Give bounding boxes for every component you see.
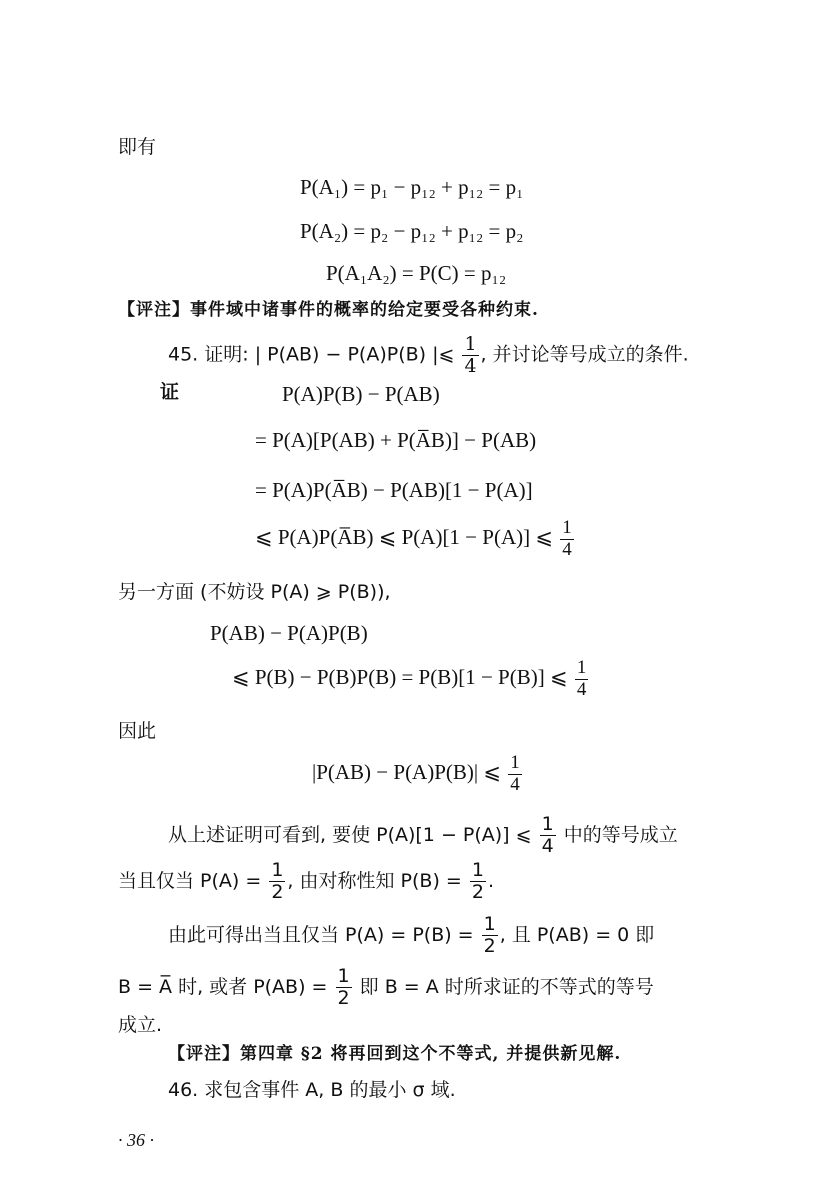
paragraph-3-b: , 且 P(AB) = 0 即: [499, 923, 655, 946]
proof-step-4: [255, 518, 576, 561]
fraction: [560, 518, 574, 561]
proof-label: 证: [160, 381, 180, 403]
paragraph-2-c: .: [487, 869, 494, 892]
fraction-numerator: 1: [541, 813, 554, 835]
proof-step-6-text: ⩽ P(B) − P(B)P(B) = P(B)[1 − P(B)] ⩽: [232, 665, 573, 690]
fraction: [269, 860, 285, 903]
fraction-denominator: 2: [271, 880, 284, 903]
fraction-numerator: 1: [337, 965, 350, 987]
fraction-numerator: 1: [271, 859, 284, 881]
paragraph-2-b: , 由对称性知 P(B) =: [287, 869, 468, 892]
paragraph-1-a: 从上述证明可看到, 要使 P(A)[1 − P(A)] ⩽: [168, 823, 538, 846]
equation-1: P(A₁) = p₁ − p₁₂ + p₁₂ = p₁: [300, 175, 524, 199]
proof-step-1: P(A)P(B) − P(AB): [282, 382, 440, 406]
paragraph-2: [118, 860, 494, 903]
text-hence: 因此: [118, 720, 157, 742]
fraction-denominator: 4: [464, 354, 477, 377]
proof-step-3: = P(A)P(A̅B) − P(AB)[1 − P(A)]: [255, 478, 533, 502]
fraction-numerator: 1: [464, 333, 477, 355]
fraction-denominator: 2: [483, 934, 496, 957]
problem-45-prefix: 45. 证明: | P(AB) − P(A)P(B) |⩽: [168, 343, 461, 366]
proof-step-7-text: |P(AB) − P(A)P(B)| ⩽: [312, 760, 507, 785]
paragraph-3-a: 由此可得出当且仅当 P(A) = P(B) =: [168, 923, 480, 946]
proof-step-5: P(AB) − P(A)P(B): [210, 621, 368, 645]
paragraph-1: [168, 814, 678, 857]
fraction: [482, 914, 498, 957]
fraction-numerator: 1: [562, 517, 572, 538]
fraction: [575, 658, 589, 701]
fraction: [336, 966, 352, 1009]
fraction-numerator: 1: [483, 913, 496, 935]
fraction-denominator: 4: [541, 834, 554, 857]
fraction-denominator: 4: [576, 678, 587, 700]
proof-step-6: [232, 658, 590, 701]
fraction-denominator: 2: [471, 880, 484, 903]
problem-45: [168, 334, 689, 377]
equation-2: P(A₂) = p₂ − p₁₂ + p₁₂ = p₂: [300, 219, 524, 243]
fraction-denominator: 4: [562, 538, 572, 560]
remark-1: 【评注】事件域中诸事件的概率的给定要受各种约束.: [118, 300, 539, 320]
page-number: · 36 ·: [118, 1130, 154, 1150]
equation-3: P(A₁A₂) = P(C) = p₁₂: [326, 261, 507, 285]
fraction-numerator: 1: [510, 752, 520, 773]
paragraph-2-a: 当且仅当 P(A) =: [118, 869, 268, 892]
paragraph-4-a: B = A̅ 时, 或者 P(AB) =: [118, 975, 334, 998]
problem-46: 46. 求包含事件 A, B 的最小 σ 域.: [168, 1079, 456, 1101]
fraction-numerator: 1: [576, 657, 587, 678]
paragraph-3: [168, 914, 654, 957]
paragraph-4-b: 即 B = A 时所求证的不等式的等号: [353, 975, 654, 998]
other-side-text: 另一方面 (不妨设 P(A) ⩾ P(B)),: [118, 581, 391, 603]
proof-step-4-text: ⩽ P(A)P(A̅B) ⩽ P(A)[1 − P(A)] ⩽: [255, 525, 559, 550]
proof-step-7: [312, 753, 524, 796]
proof-step-2: = P(A)[P(AB) + P(A̅B)] − P(AB): [255, 428, 537, 452]
text-jiyou: 即有: [118, 136, 157, 158]
paragraph-4: [118, 966, 654, 1009]
fraction: [540, 814, 556, 857]
fraction-numerator: 1: [471, 859, 484, 881]
fraction: [470, 860, 486, 903]
fraction: [462, 334, 478, 377]
fraction-denominator: 4: [510, 773, 520, 795]
paragraph-5: 成立.: [118, 1014, 163, 1036]
problem-45-suffix: , 并讨论等号成立的条件.: [480, 343, 689, 366]
paragraph-1-b: 中的等号成立: [557, 823, 678, 846]
remark-2: 【评注】第四章 §2 将再回到这个不等式, 并提供新见解.: [168, 1044, 622, 1064]
fraction: [508, 753, 522, 796]
fraction-denominator: 2: [337, 986, 350, 1009]
